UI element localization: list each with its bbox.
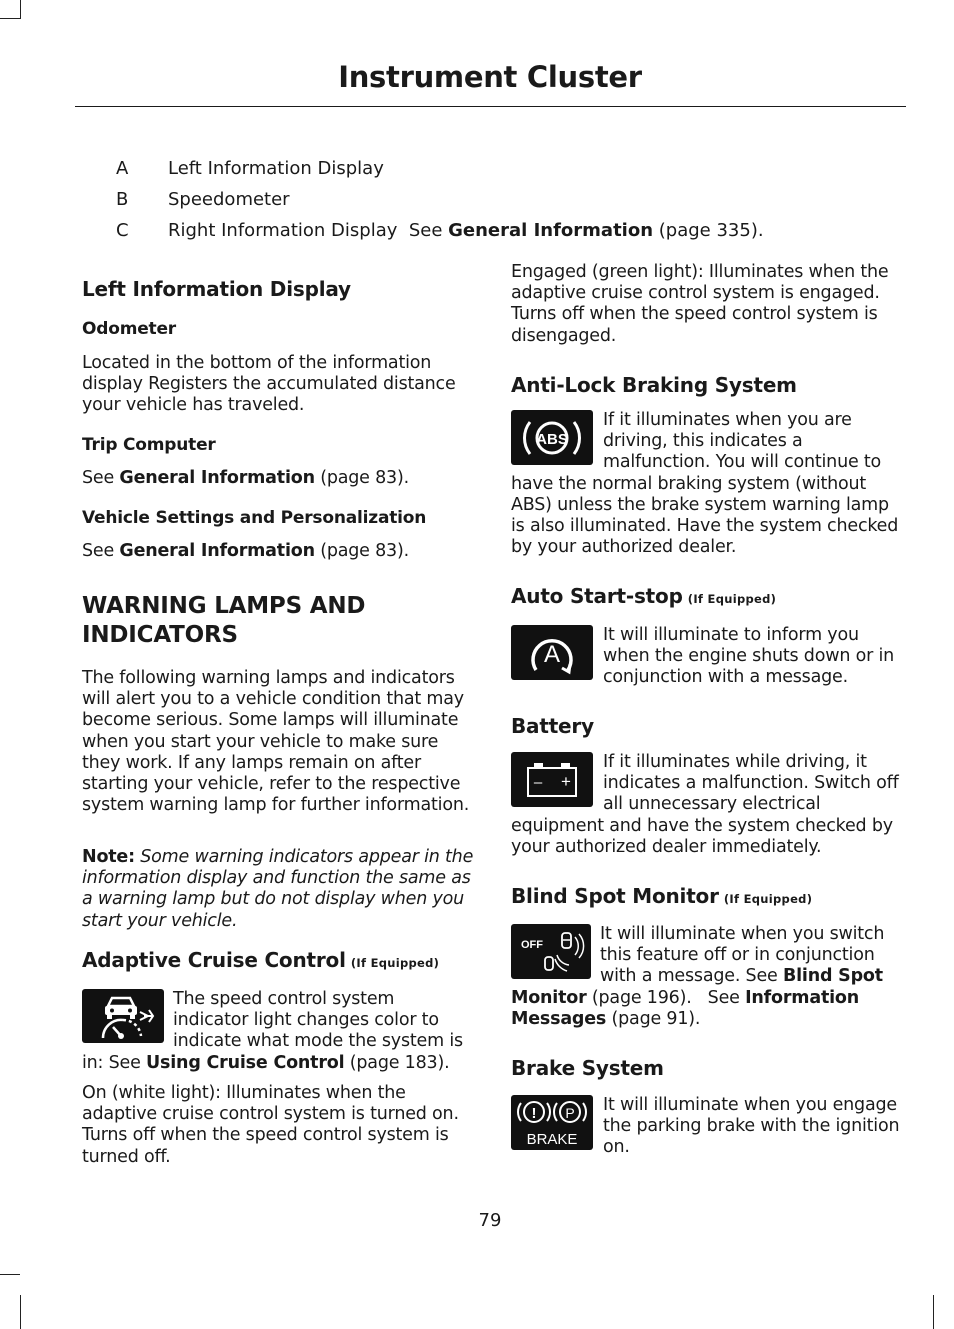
adaptive-cruise-control-icon	[82, 989, 164, 1043]
acc-on-white-text: On (white light): Illuminates when the adaptive cruise control system is turned on. Turns off when the speed control system is turned off.	[82, 1083, 459, 1167]
subheading-vehicle-settings: Vehicle Settings and Personalization	[82, 508, 427, 528]
legend-text: Speedometer	[168, 189, 290, 210]
abs-icon-label: ABS	[536, 430, 568, 448]
acc-block	[82, 989, 474, 1074]
battery-warning-icon	[511, 752, 593, 807]
heading-adaptive-cruise-control: Adaptive Cruise Control (If Equipped)	[82, 948, 440, 972]
information-messages-link[interactable]: Information Messages	[511, 987, 859, 1029]
blind-spot-off-label: OFF	[521, 938, 543, 951]
legend-key: C	[116, 220, 129, 241]
abs-text: If it illuminates when you are driving, this indicates a malfunction. You will continue to have the normal braking system (without ABS) unless the brake system warning lamp is also illuminated. Have the system checked by your authorized dealer.	[511, 410, 899, 558]
legend-text: Left Information Display	[168, 158, 384, 179]
brake-icon-exclamation: !	[531, 1105, 537, 1122]
battery-text: If it illuminates while driving, it indicates a malfunction. Switch off all unnecessary electrical equipment and have the system checked by your authorized dealer immediately.	[511, 752, 899, 857]
legend-row-b	[116, 184, 764, 215]
title-rule	[75, 106, 906, 107]
heading-blind-spot-monitor: Blind Spot Monitor (If Equipped)	[511, 884, 813, 908]
section-heading-left-information-display: Left Information Display	[82, 277, 351, 301]
general-information-link[interactable]: General Information	[119, 541, 315, 561]
crop-mark-bottom-right-v	[933, 1295, 934, 1329]
brake-icon-label: BRAKE	[526, 1131, 578, 1148]
section-heading-warning-lamps: WARNING LAMPS AND INDICATORS	[82, 593, 366, 648]
general-information-link[interactable]: General Information	[448, 220, 654, 241]
abs-warning-icon	[511, 410, 593, 465]
auto-start-stop-icon-label: A	[543, 640, 561, 668]
legend-key: A	[116, 158, 129, 179]
battery-minus: –	[533, 773, 543, 791]
vehicle-settings-text: See General Information (page 83).	[82, 541, 409, 561]
brake-warning-icon	[511, 1095, 593, 1150]
legend-row-a	[116, 153, 764, 184]
crop-mark-top-left-v	[20, 0, 21, 19]
battery-block	[511, 752, 903, 858]
acc-engaged-green-text: Engaged (green light): Illuminates when the adaptive cruise control system is engaged. Turns off when the speed control system is disengaged.	[511, 262, 889, 346]
warning-note: Note: Some warning indicators appear in the information display and function the same as a warning lamp but do not display when you start your vehicle.	[82, 847, 474, 931]
heading-brake-system: Brake System	[511, 1056, 664, 1080]
legend-row-c	[116, 215, 764, 246]
blind-spot-monitor-link[interactable]: Blind Spot Monitor	[511, 966, 883, 1008]
blind-spot-block	[511, 924, 903, 1030]
abs-block	[511, 410, 903, 558]
odometer-text: Located in the bottom of the information display Registers the accumulated distance your vehicle has traveled.	[82, 353, 456, 416]
brake-block	[511, 1095, 903, 1159]
crop-mark-top-left	[0, 18, 20, 19]
heading-auto-start-stop: Auto Start-stop (If Equipped)	[511, 584, 777, 608]
heading-anti-lock-braking: Anti-Lock Braking System	[511, 373, 797, 397]
crop-mark-bottom-left-v	[20, 1295, 21, 1329]
acc-text: The speed control system indicator light changes color to indicate what mode the system is in: See Using Cruise Control (page 183).	[82, 989, 463, 1073]
auto-start-stop-text: It will illuminate to inform you when the engine shuts down or in conjunction with a message.	[603, 625, 894, 688]
brake-icon-p: P	[565, 1105, 575, 1121]
auto-start-stop-icon	[511, 625, 593, 680]
heading-battery: Battery	[511, 714, 594, 738]
legend-text: Right Information Display See General Information (page 335).	[168, 220, 764, 241]
battery-plus: +	[561, 771, 571, 791]
subheading-odometer: Odometer	[82, 319, 176, 339]
blind-spot-text: It will illuminate when you switch this feature off or in conjunction with a message. See Blind Spot Monitor (page 196). See Information Messages (page 91).	[511, 924, 885, 1029]
brake-text: It will illuminate when you engage the parking brake with the ignition on.	[603, 1095, 900, 1158]
trip-computer-text: See General Information (page 83).	[82, 468, 409, 488]
blind-spot-off-icon	[511, 924, 591, 979]
page-number: 79	[478, 1210, 502, 1231]
general-information-link[interactable]: General Information	[119, 468, 315, 488]
auto-start-stop-block	[511, 625, 903, 689]
page-title: Instrument Cluster	[338, 60, 642, 94]
legend-key: B	[116, 189, 129, 210]
crop-mark-bottom-left	[0, 1274, 20, 1275]
figure-legend	[116, 153, 764, 246]
subheading-trip-computer: Trip Computer	[82, 435, 216, 455]
using-cruise-control-link[interactable]: Using Cruise Control	[146, 1052, 345, 1073]
warning-intro-text: The following warning lamps and indicators will alert you to a vehicle condition that may become serious. Some lamps will illuminate when you start your vehicle to make sure they work. If any lamps remain on after starting your vehicle, refer to the respective system warning lamp for further information.	[82, 668, 470, 816]
